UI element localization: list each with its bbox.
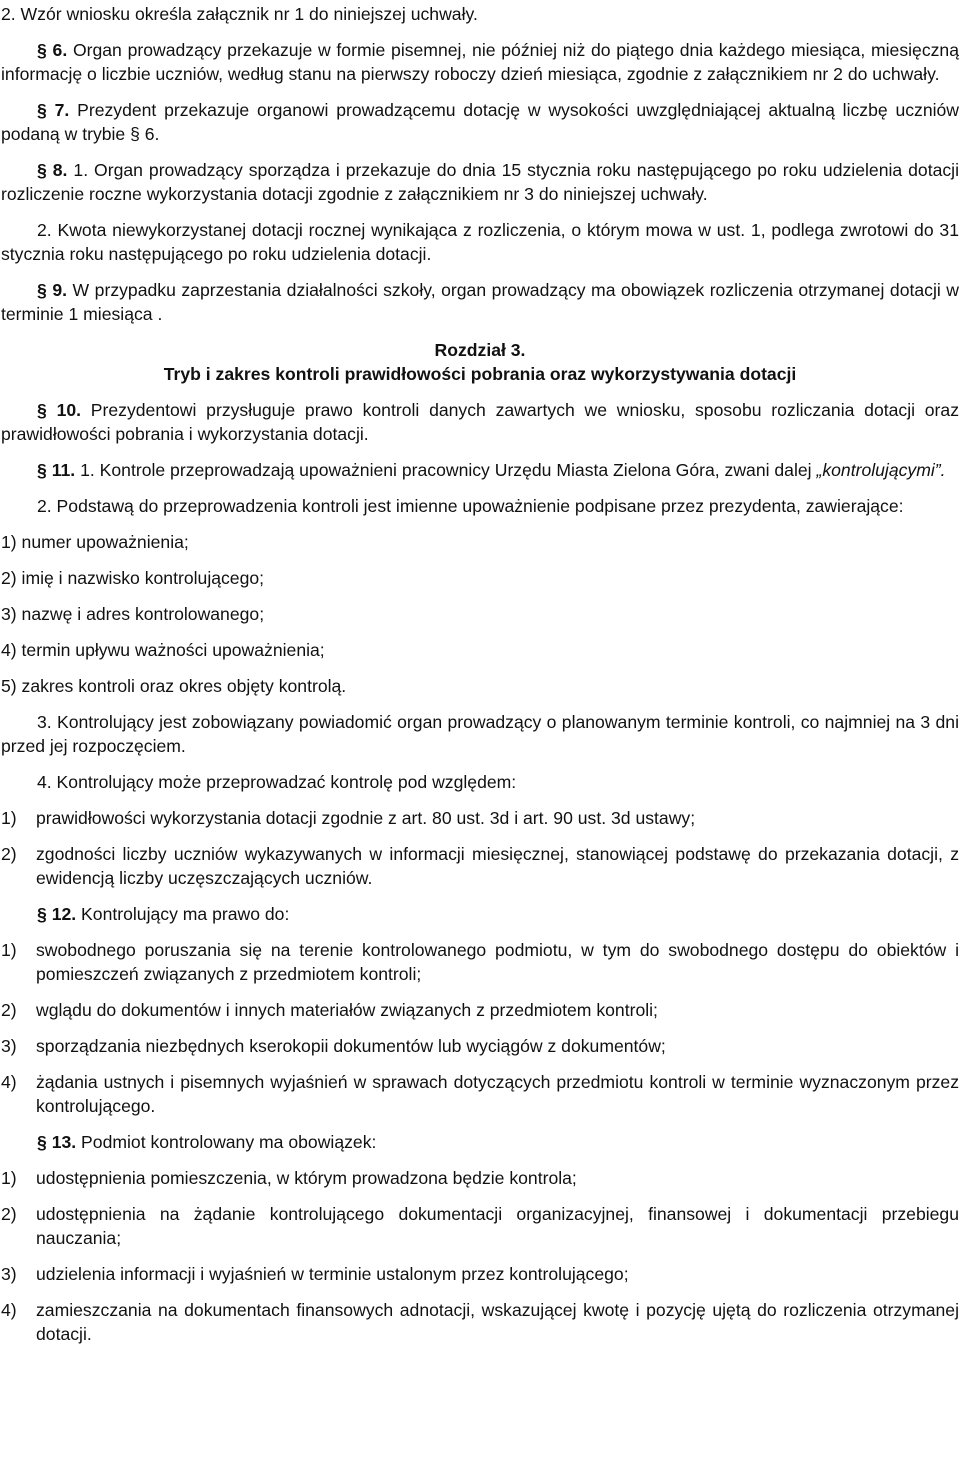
- section-number: 13.: [51, 1132, 77, 1152]
- list-item: [1, 1034, 959, 1058]
- list-number: 1): [1, 808, 17, 828]
- paragraph-s11-3: [1, 710, 959, 758]
- paragraph-s12: [1, 902, 959, 926]
- list-item: 5) zakres kontroli oraz okres objęty kontrolą.: [1, 676, 347, 696]
- list-item: [1, 998, 959, 1022]
- list-number: 2): [1, 844, 17, 864]
- list-item: [1, 1070, 959, 1118]
- list-item: [1, 842, 959, 890]
- list-item: [1, 1166, 959, 1190]
- paragraph-s11-2: [1, 494, 959, 518]
- defined-term: „kontrolującymi”.: [816, 460, 946, 480]
- paragraph-s6: [1, 38, 959, 86]
- section-number: 11.: [51, 460, 76, 480]
- paragraph-text: 3. Kontrolujący jest zobowiązany powiadomić organ prowadzący o planowanym terminie kontroli, co najmniej na 3 dni przed jej rozpoczęciem.: [1, 712, 959, 756]
- list-item: 1) numer upoważnienia;: [1, 532, 189, 552]
- list-number: 4): [1, 1072, 17, 1092]
- list-text: sporządzania niezbędnych kserokopii dokumentów lub wyciągów z dokumentów;: [36, 1036, 666, 1056]
- paragraph-text: Prezydent przekazuje organowi prowadzącemu dotację w wysokości uwzględniającej aktualną liczbę uczniów podaną w trybie § 6.: [1, 100, 960, 144]
- paragraph-s11-4: [1, 770, 959, 794]
- list-text: swobodnego poruszania się na terenie kontrolowanego podmiotu, w tym do swobodnego dostępu do obiektów i pomieszczeń związanych z przedmiotem kontroli;: [36, 940, 959, 984]
- paragraph-text: 2. Podstawą do przeprowadzenia kontroli jest imienne upoważnienie podpisane przez prezydenta, zawierające:: [37, 496, 904, 516]
- section-number: 6.: [52, 40, 68, 60]
- paragraph-text: 2. Kwota niewykorzystanej dotacji rocznej wynikająca z rozliczenia, o którym mowa w ust. 1, podlega zwrotowi do 31 stycznia roku następującego po roku udzielenia dotacji.: [1, 220, 959, 264]
- chapter-label: Rozdział 3.: [434, 340, 526, 360]
- paragraph-text: Kontrolujący ma prawo do:: [76, 904, 290, 924]
- paragraph-s7: [1, 98, 959, 146]
- list-text: zamieszczania na dokumentach finansowych adnotacji, wskazującej kwotę i pozycję ujętą do rozliczenia otrzymanej dotacji.: [36, 1300, 959, 1344]
- list-text: żądania ustnych i pisemnych wyjaśnień w sprawach dotyczących przedmiotu kontroli w terminie wyznaczonym przez kontrolującego.: [36, 1072, 959, 1116]
- section-number: 12.: [51, 904, 77, 924]
- paragraph-s5-2: [1, 2, 959, 26]
- list-item: 2) imię i nazwisko kontrolującego;: [1, 568, 265, 588]
- list-item: 4) termin upływu ważności upoważnienia;: [1, 640, 325, 660]
- list-text: udostępnienia pomieszczenia, w którym prowadzona będzie kontrola;: [36, 1168, 577, 1188]
- paragraph-text: 1. Organ prowadzący sporządza i przekazuje do dnia 15 stycznia roku następującego po roku udzielenia dotacji rozliczenie roczne wykorzystania dotacji zgodnie z załącznikiem nr 3 do niniejszej uchwały.: [1, 160, 959, 204]
- list-number: 3): [1, 1036, 17, 1056]
- section-sign: §: [37, 904, 47, 924]
- section-sign: §: [37, 400, 47, 420]
- paragraph-text: 2. Wzór wniosku określa załącznik nr 1 do niniejszej uchwały.: [1, 4, 478, 24]
- list-number: 2): [1, 1000, 17, 1020]
- list-item: [1, 1298, 959, 1346]
- list-number: 1): [1, 1168, 17, 1188]
- list-item: [1, 1202, 959, 1250]
- list-number: 2): [1, 1204, 17, 1224]
- paragraph-s8-2: [1, 218, 959, 266]
- list-number: 4): [1, 1300, 17, 1320]
- list-text: wglądu do dokumentów i innych materiałów związanych z przedmiotem kontroli;: [36, 1000, 658, 1020]
- section-number: 9.: [52, 280, 68, 300]
- paragraph-s9: [1, 278, 959, 326]
- list-number: 3): [1, 1264, 17, 1284]
- section-number: 10.: [56, 400, 82, 420]
- paragraph-s8: [1, 158, 959, 206]
- list-text: prawidłowości wykorzystania dotacji zgodnie z art. 80 ust. 3d i art. 90 ust. 3d ustawy;: [36, 808, 696, 828]
- list-item: [1, 1262, 959, 1286]
- section-sign: §: [37, 460, 47, 480]
- list-text: udostępnienia na żądanie kontrolującego dokumentacji organizacyjnej, finansowej i dokumentacji przebiegu nauczania;: [36, 1204, 959, 1248]
- paragraph-text: Podmiot kontrolowany ma obowiązek:: [76, 1132, 377, 1152]
- paragraph-text: Organ prowadzący przekazuje w formie pisemnej, nie później niż do piątego dnia każdego miesiąca, miesięczną informację o liczbie uczniów, według stanu na pierwszy roboczy dzień miesiąca, zgodnie z załącznikiem nr 2 do uchwały.: [1, 40, 959, 84]
- paragraph-s13: [1, 1130, 959, 1154]
- paragraph-s11: [1, 458, 959, 482]
- chapter-title: Tryb i zakres kontroli prawidłowości pobrania oraz wykorzystywania dotacji: [163, 364, 797, 384]
- list-text: zgodności liczby uczniów wykazywanych w informacji miesięcznej, stanowiącej podstawę do przekazania dotacji, z ewidencją liczby uczęszczających uczniów.: [36, 844, 959, 888]
- section-number: 8.: [52, 160, 68, 180]
- paragraph-text: W przypadku zaprzestania działalności szkoły, organ prowadzący ma obowiązek rozliczenia otrzymanej dotacji w terminie 1 miesiąca .: [1, 280, 959, 324]
- section-sign: §: [37, 280, 47, 300]
- section-sign: §: [37, 1132, 47, 1152]
- list-item: [1, 806, 959, 830]
- list-item: [1, 938, 959, 986]
- section-sign: §: [37, 160, 47, 180]
- list-number: 1): [1, 940, 17, 960]
- list-item: 3) nazwę i adres kontrolowanego;: [1, 604, 265, 624]
- paragraph-s10: [1, 398, 959, 446]
- section-sign: §: [37, 100, 47, 120]
- section-number: 7.: [54, 100, 70, 120]
- paragraph-text: Prezydentowi przysługuje prawo kontroli danych zawartych we wniosku, sposobu rozliczania dotacji oraz prawidłowości pobrania i wykorzystania dotacji.: [1, 400, 960, 444]
- paragraph-text: 1. Kontrole przeprowadzają upoważnieni pracownicy Urzędu Miasta Zielona Góra, zwani dalej: [75, 460, 817, 480]
- list-text: udzielenia informacji i wyjaśnień w terminie ustalonym przez kontrolującego;: [36, 1264, 629, 1284]
- paragraph-text: 4. Kontrolujący może przeprowadzać kontrolę pod względem:: [37, 772, 517, 792]
- section-sign: §: [37, 40, 47, 60]
